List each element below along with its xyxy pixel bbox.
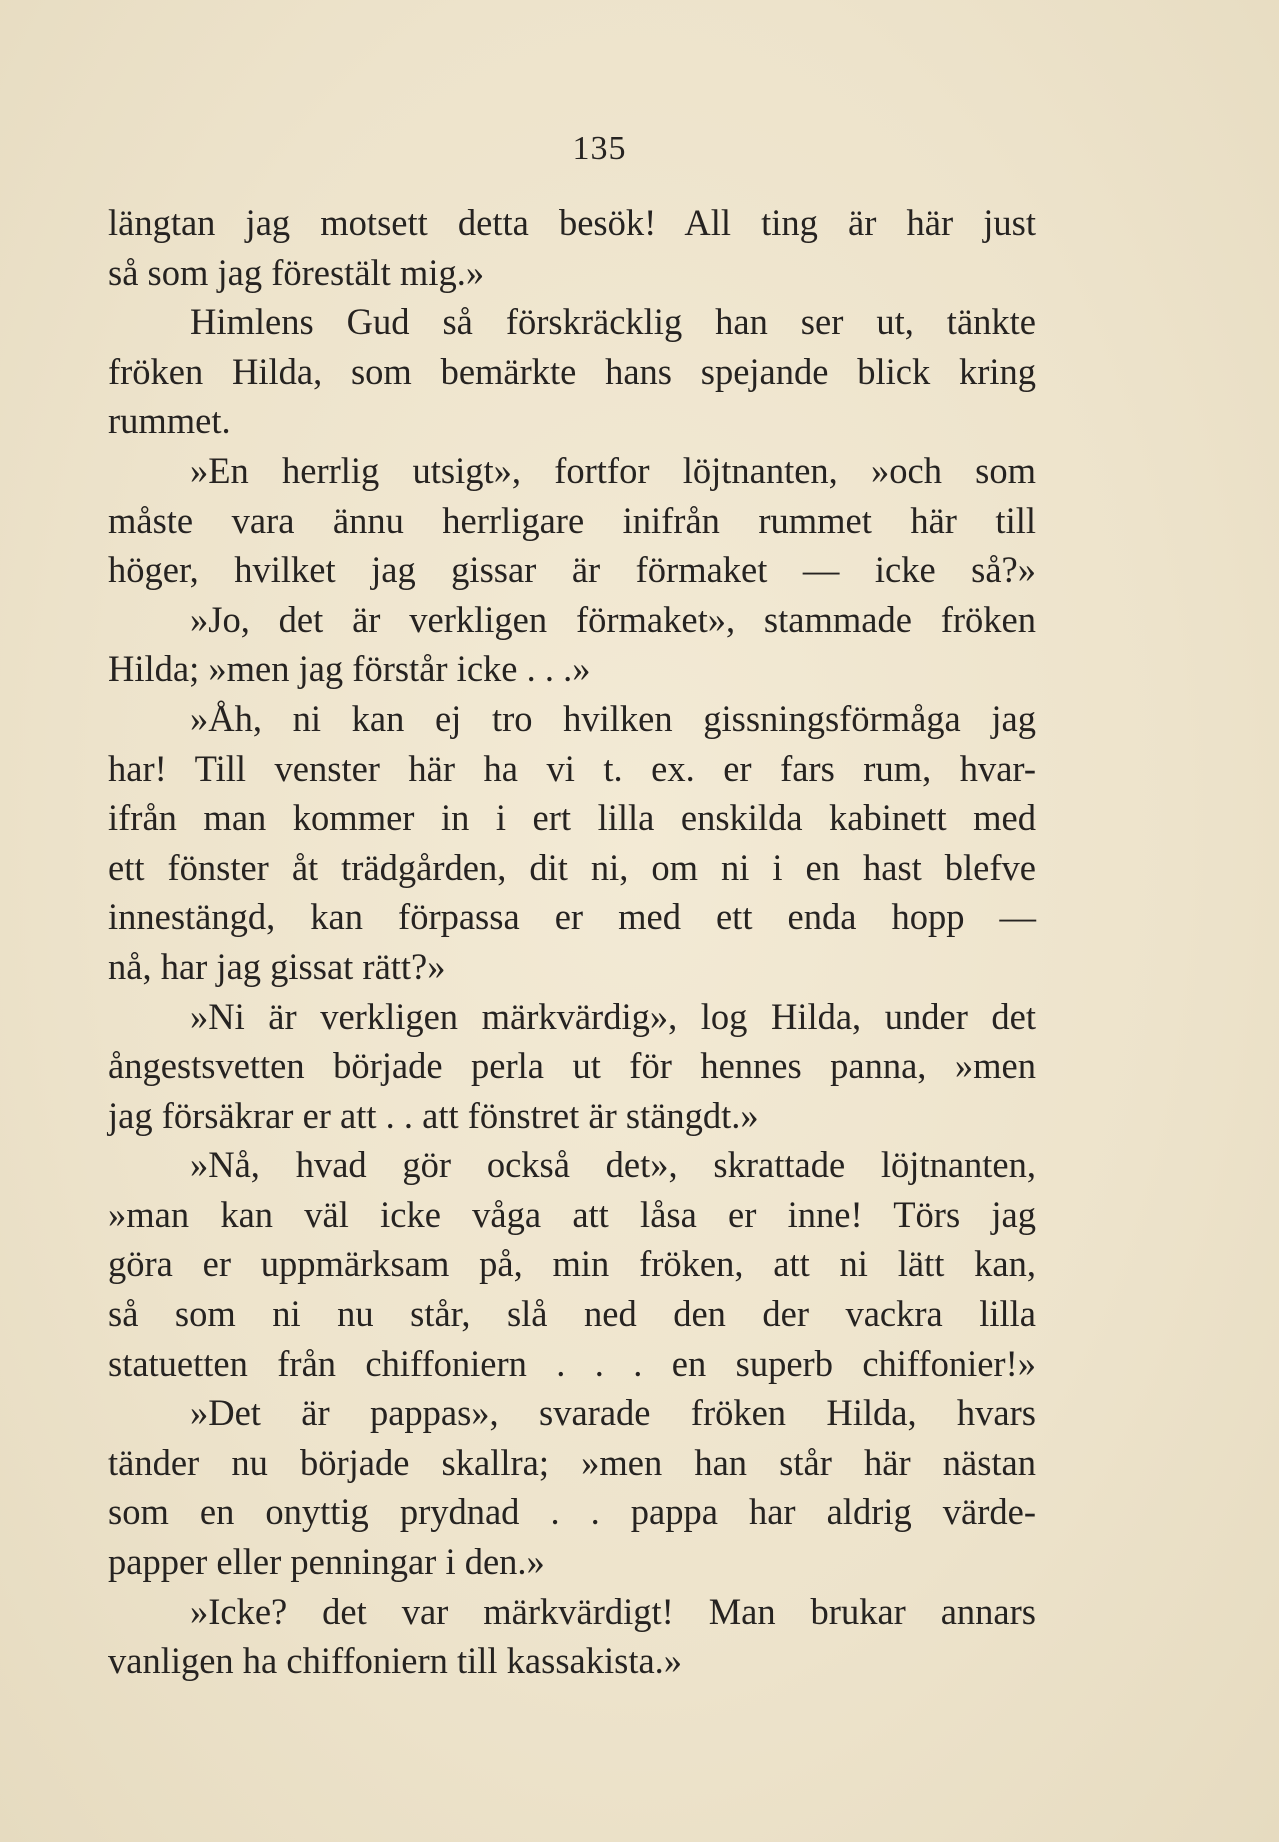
text-line: längtan jag motsett detta besök! All ting är här just: [108, 202, 1036, 243]
text-line: Hilda; »men jag förstår icke . . .»: [108, 648, 591, 690]
text-line: ångestsvetten började perla ut för hennes panna, »men: [108, 1045, 1036, 1087]
text-line: så som ni nu står, slå ned den der vackra lilla: [108, 1293, 1036, 1335]
text-line: rummet.: [108, 400, 231, 442]
text-line: ifrån man kommer in i ert lilla enskilda kabinett med: [108, 797, 1036, 839]
text-line: så som jag förestält mig.»: [108, 251, 485, 293]
text-line: statuetten från chiffoniern . . . en superb chiffonier!»: [108, 1342, 1036, 1384]
text-line: måste vara ännu herrligare inifrån rummet här till: [108, 499, 1036, 541]
text-line: papper eller penningar i den.»: [108, 1541, 545, 1583]
text-line: nå, har jag gissat rätt?»: [108, 945, 446, 987]
text-line: tänder nu började skallra; »men han står här nästan: [108, 1441, 1036, 1483]
text-line: »En herrlig utsigt», fortfor löjtnanten, »och som: [190, 449, 1036, 491]
text-line: jag försäkrar er att . . att fönstret är stängdt.»: [108, 1094, 759, 1136]
text-line: som en onyttig prydnad . . pappa har aldrig värde-: [108, 1491, 1036, 1533]
text-line: »Jo, det är verkligen förmaket», stammade fröken: [190, 598, 1036, 640]
text-line: Himlens Gud så förskräcklig han ser ut, tänkte: [190, 301, 1036, 343]
text-line: fröken Hilda, som bemärkte hans spejande blick kring: [108, 350, 1036, 392]
text-line: vanligen ha chiffoniern till kassakista.»: [108, 1640, 683, 1682]
text-line: har! Till venster här ha vi t. ex. er fars rum, hvar-: [108, 747, 1036, 789]
text-line: »man kan väl icke våga att låsa er inne! Törs jag: [108, 1193, 1036, 1235]
text-line: »Åh, ni kan ej tro hvilken gissningsförmåga jag: [190, 697, 1036, 739]
text-line: »Nå, hvad gör också det», skrattade löjtnanten,: [190, 1144, 1036, 1186]
text-line: innestängd, kan förpassa er med ett enda hopp —: [108, 896, 1036, 938]
text-line: höger, hvilket jag gissar är förmaket — icke så?»: [108, 549, 1036, 591]
text-line: ett fönster åt trädgården, dit ni, om ni i en hast blefve: [108, 846, 1036, 888]
text-line: »Det är pappas», svarade fröken Hilda, hvars: [190, 1392, 1036, 1434]
text-line: »Icke? det var märkvärdigt! Man brukar annars: [190, 1590, 1036, 1632]
text-line: »Ni är verkligen märkvärdig», log Hilda, under det: [190, 995, 1036, 1037]
text-line: göra er uppmärksam på, min fröken, att ni lätt kan,: [108, 1243, 1036, 1285]
page-number: 135: [572, 130, 627, 167]
body-text: [108, 198, 1036, 1686]
